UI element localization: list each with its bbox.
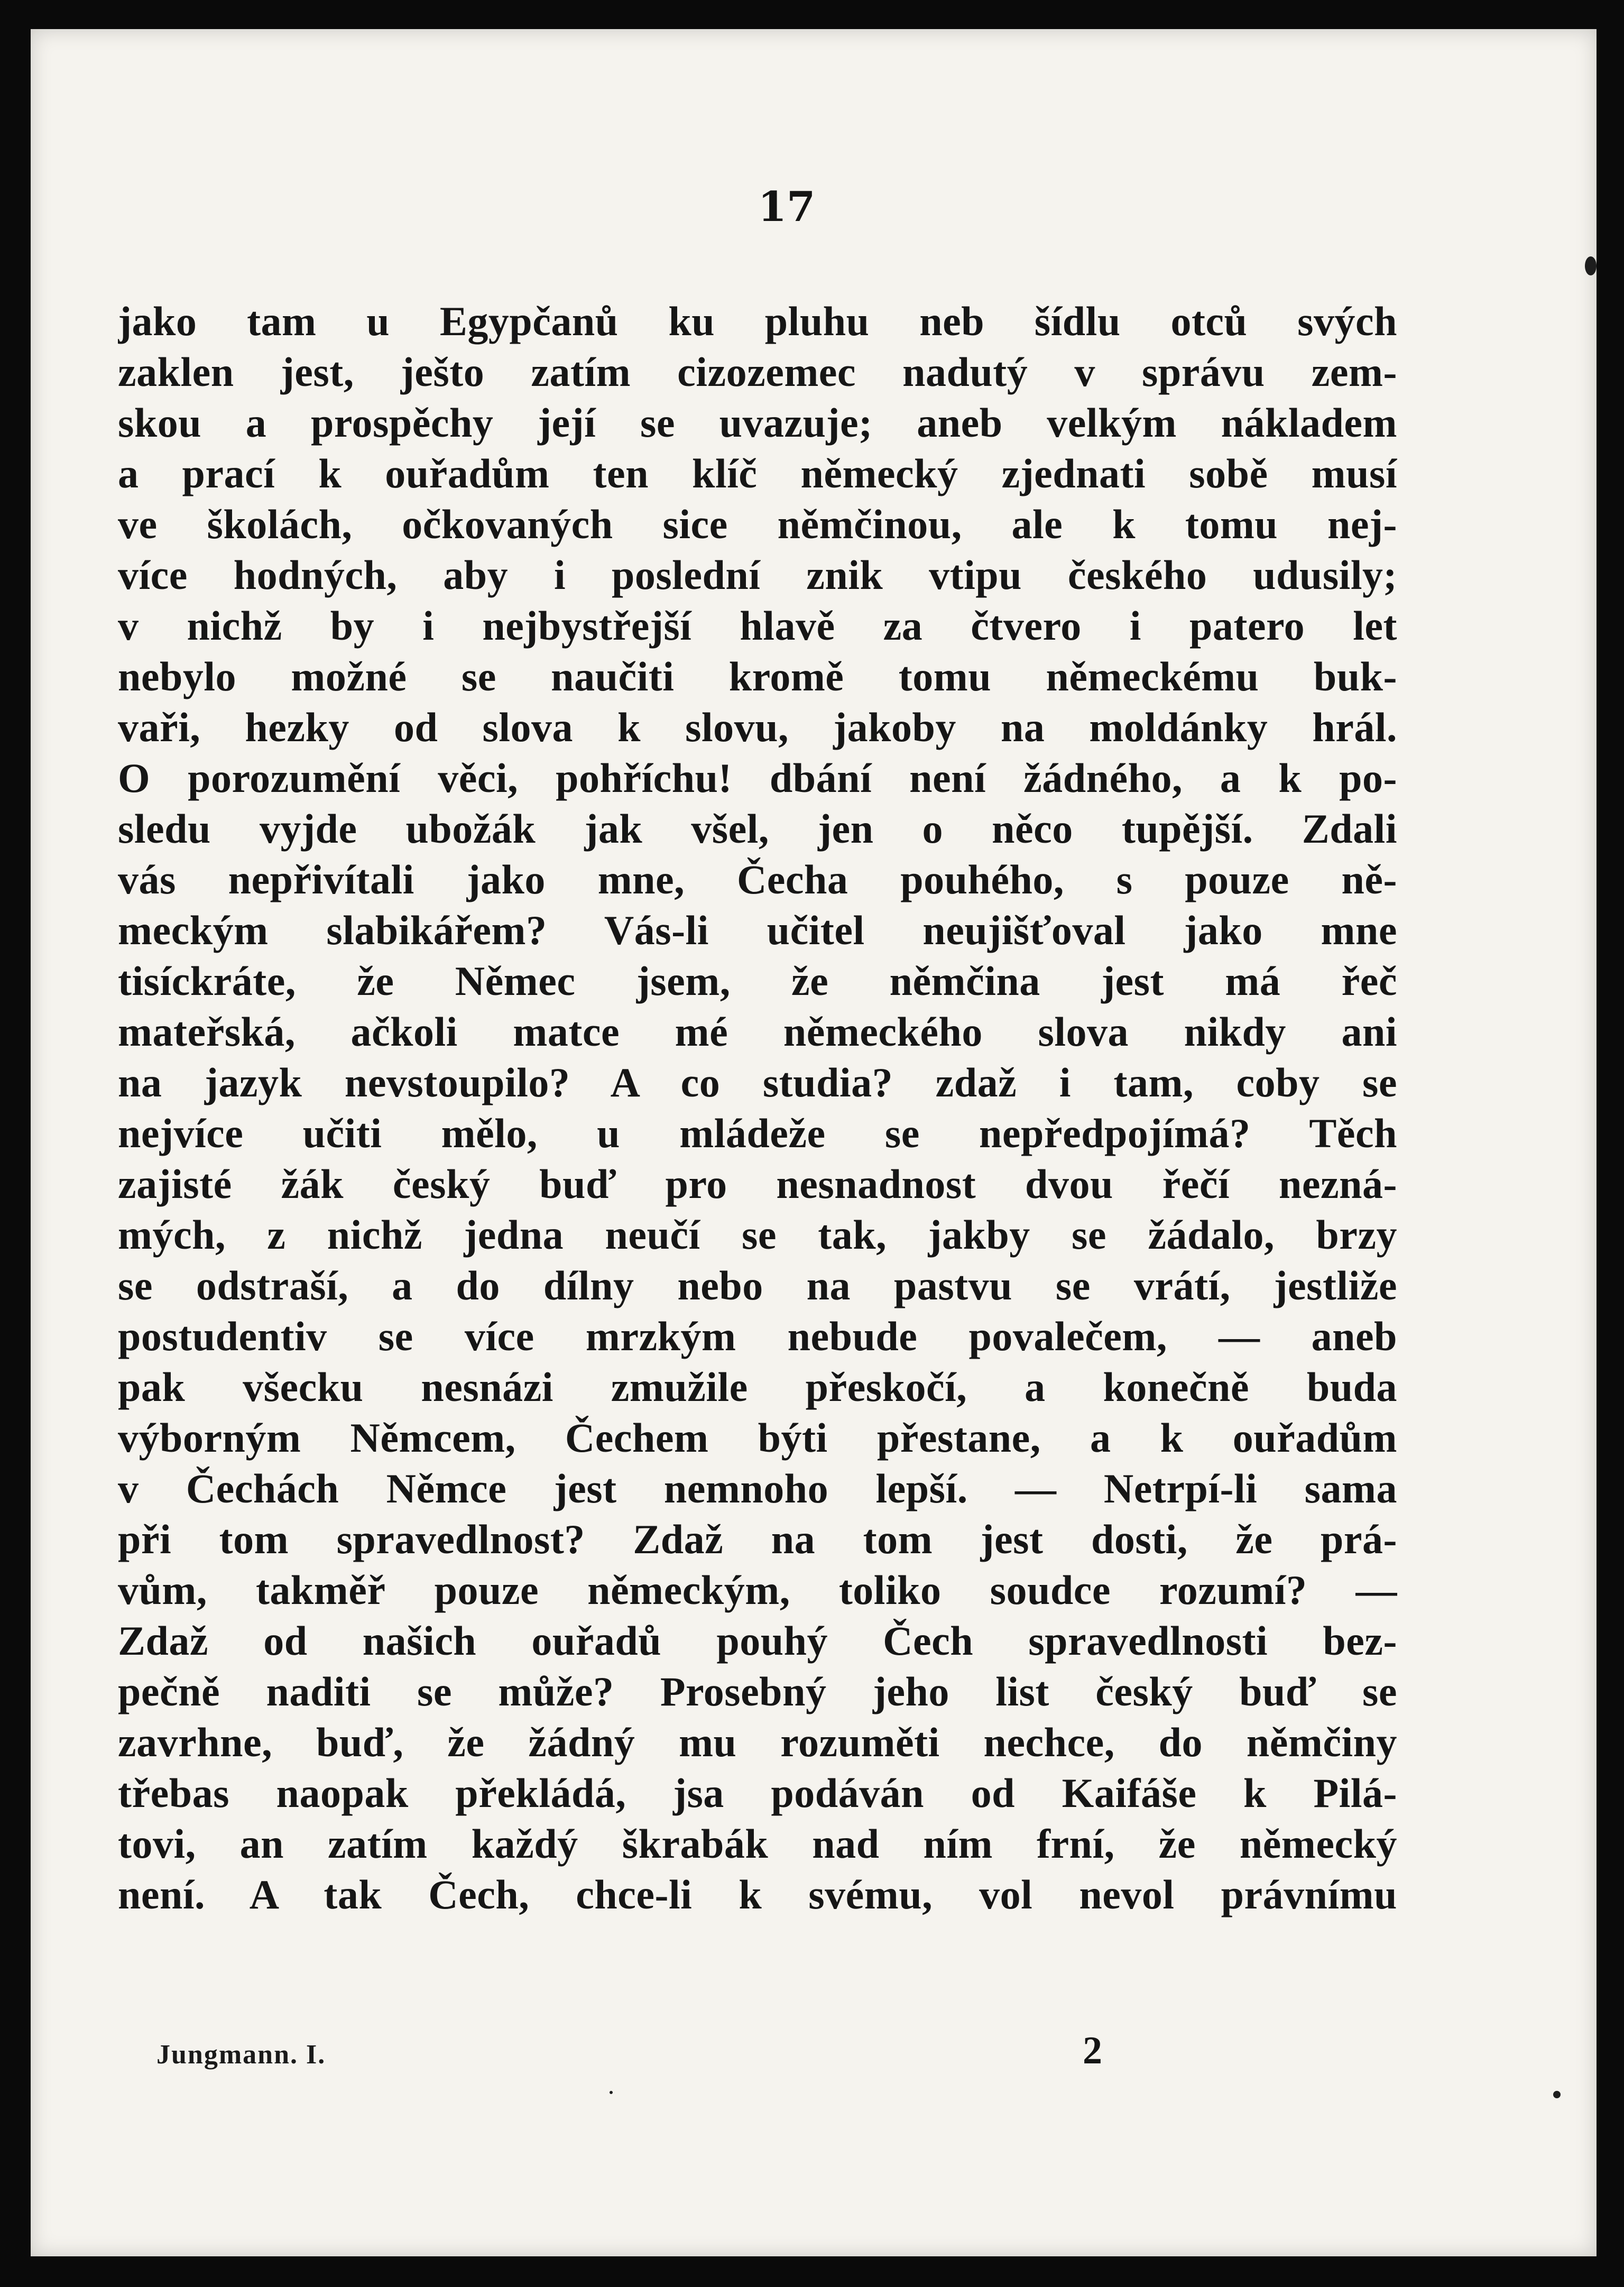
text-line: vům, takměř pouze německým, toliko soudce rozumí? —: [118, 1567, 1397, 1613]
text-line: výborným Němcem, Čechem býti přestane, a k ouřadům: [118, 1415, 1397, 1461]
text-line: meckým slabikářem? Vás-li učitel neujišťoval jako mne: [118, 907, 1397, 953]
signature-mark: Jungmann. I.: [156, 2040, 326, 2070]
text-line: mých, z nichž jedna neučí se tak, jakby se žádalo, brzy: [118, 1212, 1397, 1258]
text-line: tisíckráte, že Němec jsem, že němčina jest má řeč: [118, 958, 1397, 1004]
text-line: sledu vyjde ubožák jak všel, jen o něco tupější. Zdali: [118, 806, 1397, 852]
text-line: postudentiv se více mrzkým nebude povalečem, — aneb: [118, 1313, 1397, 1359]
text-line: nebylo možné se naučiti kromě tomu německému buk-: [118, 653, 1397, 699]
text-line: tovi, an zatím každý škrabák nad ním frní, že německý: [118, 1821, 1397, 1867]
text-line: není. A tak Čech, chce-li k svému, vol nevol právnímu: [118, 1871, 1397, 1917]
text-line: zavrhne, buď, že žádný mu rozuměti nechce, do němčiny: [118, 1719, 1397, 1765]
text-line: skou a prospěchy její se uvazuje; aneb velkým nákladem: [118, 400, 1397, 446]
text-line: se odstraší, a do dílny nebo na pastvu se vrátí, jestliže: [118, 1262, 1397, 1308]
ink-speck: [1585, 256, 1597, 275]
page-body-text: [118, 296, 1397, 1920]
text-line: v nichž by i nejbystřejší hlavě za čtvero i patero let: [118, 603, 1397, 649]
text-line: třebas naopak překládá, jsa podáván od Kaifáše k Pilá-: [118, 1770, 1397, 1816]
text-line: nejvíce učiti mělo, u mládeže se nepředpojímá? Těch: [118, 1110, 1397, 1156]
text-line: mateřská, ačkoli matce mé německého slova nikdy ani: [118, 1009, 1397, 1055]
text-line: vaři, hezky od slova k slovu, jakoby na moldánky hrál.: [118, 704, 1397, 750]
text-line: ve školách, očkovaných sice němčinou, ale k tomu nej-: [118, 501, 1397, 547]
text-line: zaklen jest, ješto zatím cizozemec nadutý v správu zem-: [118, 349, 1397, 395]
text-line: zajisté žák český buď pro nesnadnost dvou řečí nezná-: [118, 1161, 1397, 1207]
text-line: pečně naditi se může? Prosebný jeho list český buď se: [118, 1668, 1397, 1714]
text-line: jako tam u Egypčanů ku pluhu neb šídlu otců svých: [118, 298, 1397, 344]
text-line: v Čechách Němce jest nemnoho lepší. — Netrpí-li sama: [118, 1465, 1397, 1511]
page-number: 17: [758, 183, 816, 231]
text-line: O porozumění věci, pohříchu! dbání není žádného, a k po-: [118, 755, 1397, 801]
text-line: více hodných, aby i poslední znik vtipu českého udusily;: [118, 552, 1397, 598]
text-line: při tom spravedlnost? Zdaž na tom jest dosti, že prá-: [118, 1516, 1397, 1562]
ink-speck: [610, 2091, 613, 2094]
text-line: vás nepřivítali jako mne, Čecha pouhého, s pouze ně-: [118, 856, 1397, 902]
text-line: a prací k ouřadům ten klíč německý zjednati sobě musí: [118, 450, 1397, 496]
sheet-number: 2: [1083, 2029, 1102, 2072]
book-page: [31, 29, 1597, 2256]
ink-speck: [1553, 2091, 1561, 2098]
text-line: Zdaž od našich ouřadů pouhý Čech spravedlnosti bez-: [118, 1618, 1397, 1664]
text-line: na jazyk nevstoupilo? A co studia? zdaž i tam, coby se: [118, 1059, 1397, 1105]
text-line: pak všecku nesnázi zmužile přeskočí, a konečně buda: [118, 1364, 1397, 1410]
